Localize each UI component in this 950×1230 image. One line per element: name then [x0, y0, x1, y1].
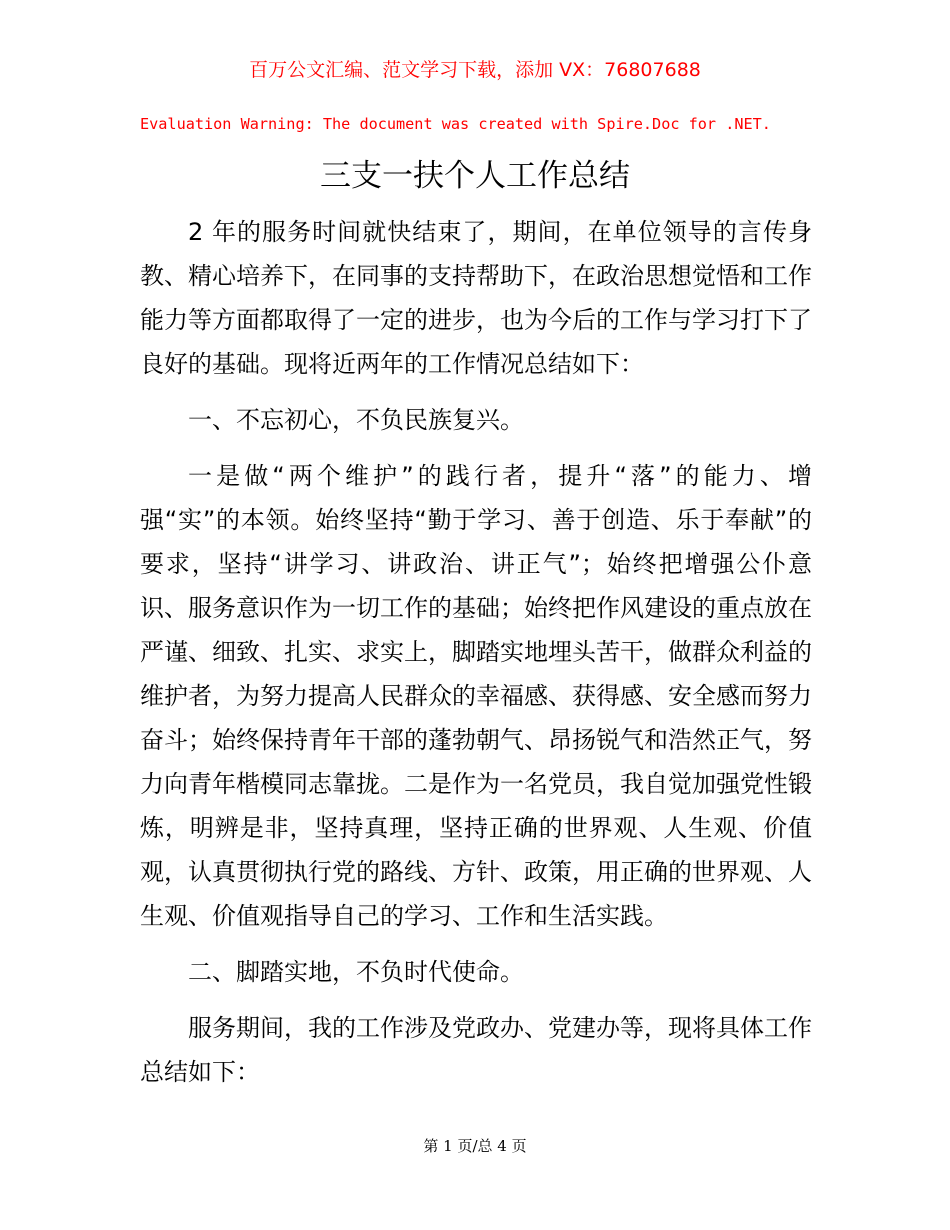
document-title: 三支一扶个人工作总结 — [320, 158, 630, 194]
header-banner: 百万公文汇编、范文学习下载，添加 VX：76807688 — [249, 59, 701, 81]
section-heading-2: 二、脚踏实地，不负时代使命。 — [188, 958, 524, 986]
evaluation-warning: Evaluation Warning: The document was created with Spire.Doc for .NET. — [140, 115, 771, 133]
paragraph-section-2: 服务期间，我的工作涉及党政办、党建办等，现将具体工作总结如下： — [140, 1014, 812, 1086]
section-heading-1: 一、不忘初心，不负民族复兴。 — [188, 406, 524, 434]
page-footer: 第 1 页/总 4 页 — [423, 1137, 527, 1155]
document-body — [140, 210, 812, 1106]
paragraph-intro: 2 年的服务时间就快结束了，期间，在单位领导的言传身教、精心培养下，在同事的支持帮助下，在政治思想觉悟和工作能力等方面都取得了一定的进步，也为今后的工作与学习打下了良好的基础。现将近两年的工作情况总结如下： — [140, 218, 812, 378]
paragraph-section-1: 一是做“两个维护”的践行者，提升“落”的能力、增强“实”的本领。始终坚持“勤于学习、善于创造、乐于奉献”的要求，坚持“讲学习、讲政治、讲正气”；始终把增强公仆意识、服务意识作为一切工作的基础；始终把作风建设的重点放在严谨、细致、扎实、求实上，脚踏实地埋头苦干，做群众利益的维护者，为努力提高人民群众的幸福感、获得感、安全感而努力奋斗；始终保持青年干部的蓬勃朝气、昂扬锐气和浩然正气，努力向青年楷模同志靠拢。二是作为一名党员，我自觉加强党性锻炼，明辨是非，坚持真理，坚持正确的世界观、人生观、价值观，认真贯彻执行党的路线、方针、政策，用正确的世界观、人生观、价值观指导自己的学习、工作和生活实践。 — [140, 462, 812, 930]
